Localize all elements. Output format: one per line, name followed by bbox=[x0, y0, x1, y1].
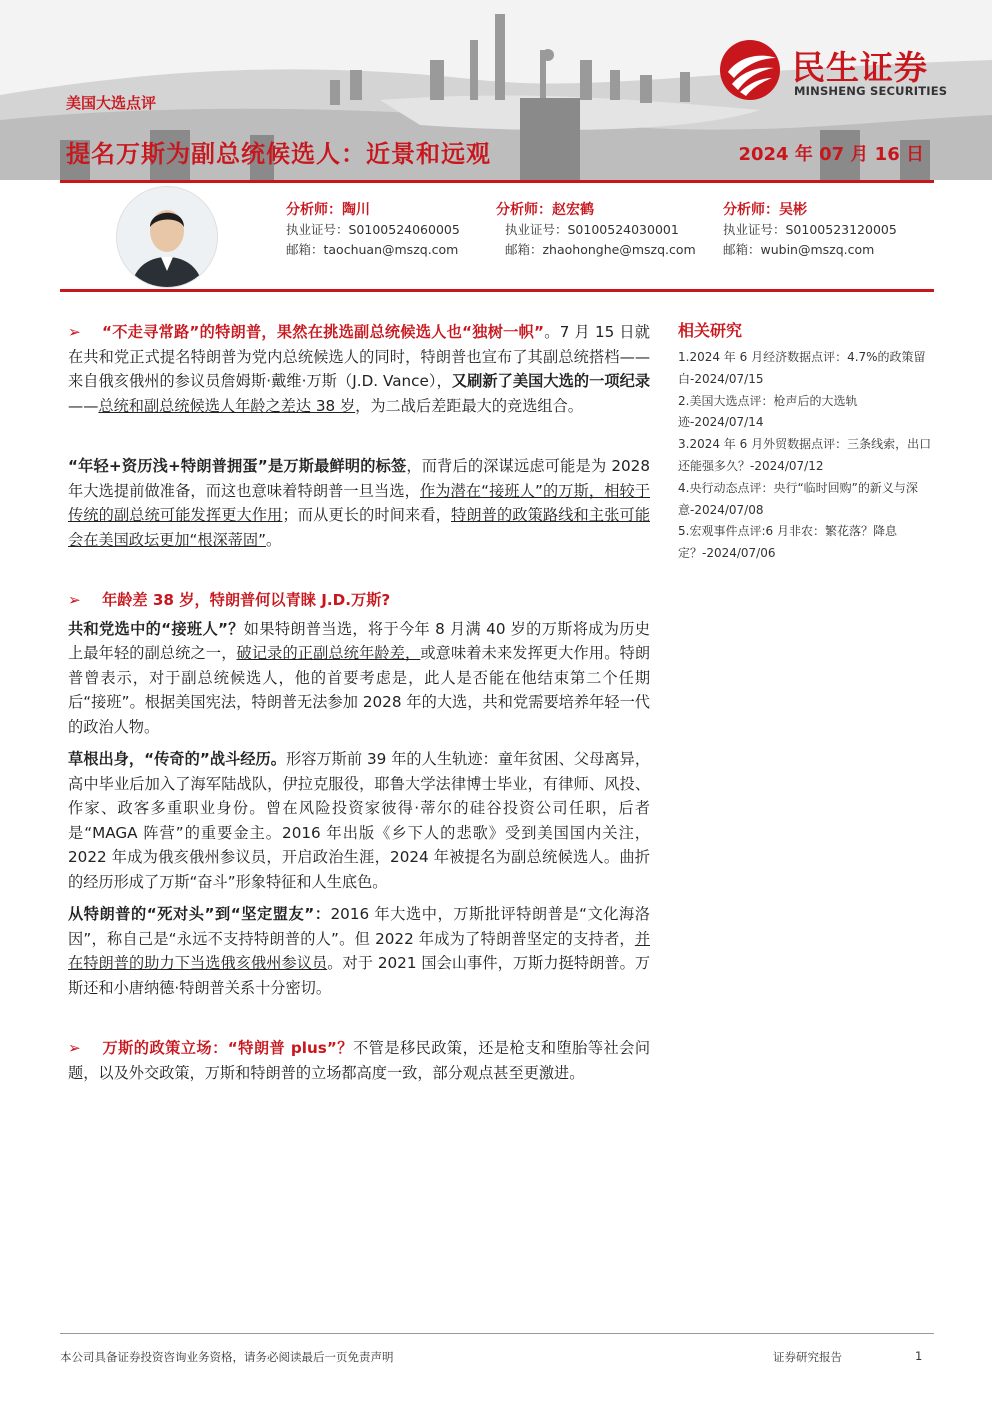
p1-text-c: ，为二战后差距最大的竞选组合。 bbox=[355, 396, 583, 415]
analyst-license: 执业证号：S0100524030001 bbox=[505, 222, 679, 237]
analyst-divider bbox=[60, 289, 934, 292]
bullet-arrow-icon: ➢ bbox=[68, 323, 81, 341]
sidebar-title: 相关研究 bbox=[678, 321, 743, 340]
logo-mark-icon bbox=[718, 38, 784, 102]
p2-text-c: 。 bbox=[266, 530, 282, 549]
p4-text-a: 形容万斯前 39 年的人生轨迹：童年贫困、父母离异，高中毕业后加入了海军陆战队，伊拉克服役，耶鲁大学法律博士毕业，有律师、风投、作家、政客多重职业身份。曾在风险投资家彼得·蒂尔的硅谷投资公司任职，后者是“MAGA 阵营”的重要金主。2016 年出版《乡下人的悲歌》受到美国国内关注，2022 年成为俄亥俄州参议员，开启政治生涯，2024 年被提名为副总统候选人。曲折的经历形成了万斯“奋斗”形象特征和人生底色。 bbox=[68, 750, 651, 891]
analyst-3 bbox=[723, 200, 897, 260]
p5-underline: 并在特朗普的助力下当选俄亥俄州参议员 bbox=[68, 929, 650, 972]
analyst-email[interactable]: 邮箱：wubin@mszq.com bbox=[723, 242, 875, 257]
p1-text-b: —— bbox=[68, 396, 99, 415]
paragraph-3 bbox=[68, 617, 650, 740]
p2-text-a: ，而背后的深谋远虑可能是为 2028 年大选提前做准备，而这也意味着特朗普一旦当选， bbox=[68, 457, 650, 500]
section-heading-2 bbox=[68, 588, 650, 613]
header-divider bbox=[60, 180, 934, 183]
bullet-arrow-icon: ➢ bbox=[68, 1039, 81, 1057]
report-type: 美国大选点评 bbox=[66, 94, 157, 112]
p2-underline-2: 特朗普的政策路线和主张可能会在美国政坛更加“根深蒂固” bbox=[68, 506, 651, 549]
page-number: 1 bbox=[915, 1349, 923, 1363]
main-content bbox=[68, 320, 650, 1085]
analyst-2 bbox=[496, 200, 696, 260]
analyst-name: 分析师：吴彬 bbox=[723, 202, 807, 218]
report-date: 2024 年 07 月 16 日 bbox=[738, 144, 924, 165]
header-banner bbox=[0, 0, 992, 180]
paragraph-2 bbox=[68, 454, 650, 552]
p2-underline-1: 作为潜在“接班人”的万斯，相较于传统的副总统可能发挥更大作用 bbox=[68, 481, 651, 524]
p3-text-a: 如果特朗普当选，将于今年 8 月满 40 岁的万斯将成为历史上最年轻的副总统之一， bbox=[68, 619, 650, 662]
p1-underline: 总统和副总统候选人年龄之差达 38 岁 bbox=[98, 396, 356, 415]
p3-underline: 破记录的正副总统年龄差， bbox=[236, 644, 421, 662]
related-research-item[interactable]: 5.宏观事件点评:6 月非农：繁花落？降息定？-2024/07/06 bbox=[678, 524, 897, 561]
footer-divider bbox=[60, 1333, 934, 1334]
paragraph-4 bbox=[68, 747, 650, 894]
p5-text-b: 。对于 2021 国会山事件，万斯力挺特朗普。万斯还和小唐纳德·特朗普关系十分密切。 bbox=[68, 954, 651, 997]
related-research-item[interactable]: 1.2024 年 6 月经济数据点评：4.7%的政策留白-2024/07/15 bbox=[678, 350, 926, 386]
p5-text-a: 2016 年大选中，万斯批评特朗普是“文化海洛因”，称自己是“永远不支持特朗普的人”。但 2022 年成为了特朗普坚定的支持者， bbox=[68, 905, 650, 948]
p3-bold: 共和党选中的“接班人”？ bbox=[68, 619, 244, 638]
p4-bold: 草根出身，“传奇的”战斗经历。 bbox=[68, 750, 286, 768]
related-research-list bbox=[678, 347, 932, 565]
brand-logo bbox=[718, 38, 968, 102]
analyst-1 bbox=[286, 200, 460, 260]
related-research-item[interactable]: 4.央行动态点评：央行“临时回购”的新义与深意-2024/07/08 bbox=[678, 480, 918, 517]
analyst-email[interactable]: 邮箱：zhaohonghe@mszq.com bbox=[505, 242, 696, 257]
paragraph-1 bbox=[68, 320, 650, 418]
logo-text-cn: 民生证券 bbox=[792, 48, 928, 87]
analyst-name: 分析师：陶川 bbox=[286, 202, 370, 218]
p5-bold: 从特朗普的“死对头”到“坚定盟友”： bbox=[68, 905, 331, 923]
page-title: 提名万斯为副总统候选人：近景和远观 bbox=[66, 140, 491, 168]
footer-disclaimer: 本公司具备证券投资咨询业务资格，请务必阅读最后一页免责声明 bbox=[60, 1350, 394, 1364]
analyst-license: 执业证号：S0100523120005 bbox=[723, 222, 897, 237]
p6-text-a: 不管是移民政策，还是枪支和堕胎等社会问题，以及外交政策，万斯和特朗普的立场都高度一致，部分观点甚至更激进。 bbox=[68, 1039, 651, 1082]
p1-text-a: 。7 月 15 日就在共和党正式提名特朗普为党内总统候选人的同时，特朗普也宣布了其副总统搭档——来自俄亥俄州的参议员詹姆斯·戴维·万斯（J.D. Vance）， bbox=[68, 323, 650, 390]
analyst-email[interactable]: 邮箱：taochuan@mszq.com bbox=[286, 242, 459, 257]
footer-report-label: 证券研究报告 bbox=[773, 1350, 842, 1364]
analyst-license: 执业证号：S0100524060005 bbox=[286, 222, 460, 237]
p2-text-b: ；而从更长的时间来看， bbox=[282, 506, 451, 524]
related-research-item[interactable]: 2.美国大选点评：枪声后的大选轨迹-2024/07/14 bbox=[678, 393, 858, 430]
bullet-arrow-icon: ➢ bbox=[68, 591, 81, 609]
p2-bold: “年轻+资历浅+特朗普拥蛋”是万斯最鲜明的标签 bbox=[68, 457, 407, 475]
p1-headline: “不走寻常路”的特朗普，果然在挑选副总统候选人也“独树一帜” bbox=[102, 323, 545, 341]
section-3-title: 万斯的政策立场：“特朗普 plus”？ bbox=[102, 1039, 353, 1057]
related-research-item[interactable]: 3.2024 年 6 月外贸数据点评：三条线索，出口还能强多久？-2024/07/12 bbox=[678, 437, 932, 473]
person-avatar-icon bbox=[117, 187, 217, 287]
paragraph-5 bbox=[68, 902, 650, 1000]
section-2-title: 年龄差 38 岁，特朗普何以青睐 J.D.万斯? bbox=[102, 591, 391, 609]
analyst-name: 分析师：赵宏鹤 bbox=[496, 202, 594, 218]
paragraph-6 bbox=[68, 1036, 650, 1085]
logo-text-en: MINSHENG SECURITIES bbox=[794, 84, 948, 98]
p3-text-b: 或意味着未来发挥更大作用。特朗普曾表示，对于副总统候选人，他的首要考虑是，此人是否能在他结束第二个任期后“接班”。根据美国宪法，特朗普无法参加 2028 年的大选，共和党需要培养年轻一代的政治人物。 bbox=[68, 644, 651, 736]
p1-bold: 又刷新了美国大选的一项纪录 bbox=[451, 372, 650, 390]
analyst-photo bbox=[116, 186, 218, 288]
related-research-sidebar bbox=[678, 318, 932, 565]
